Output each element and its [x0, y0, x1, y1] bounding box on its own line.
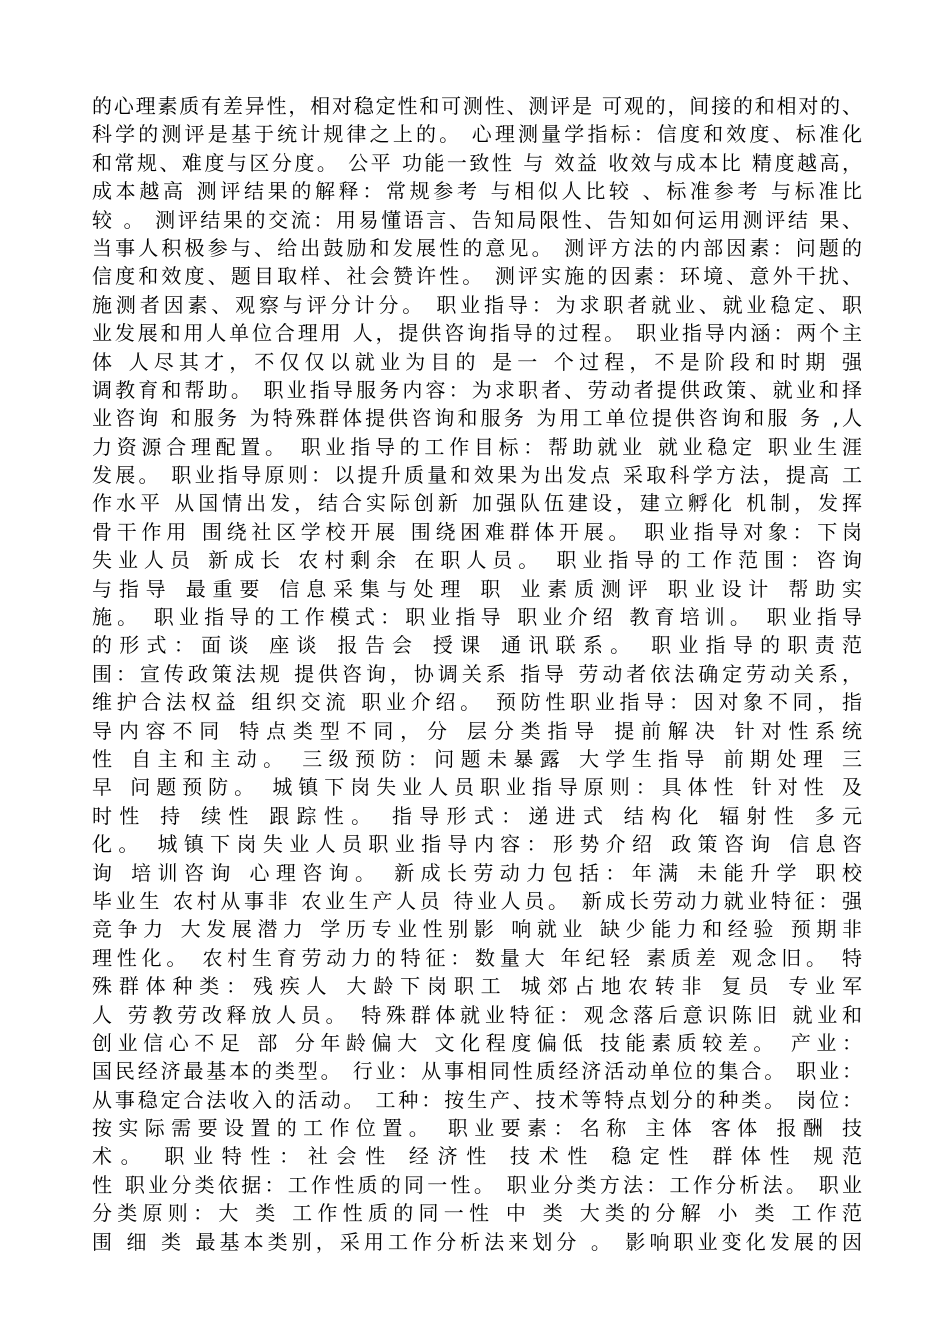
text-line: 时性 持 续性 跟踪性。 指导形式：递进式 结构化 辐射性 多元 — [92, 803, 862, 828]
text-line: 科学的测评是基于统计规律之上的。 心理测量学指标：信度和效度、标准化 — [92, 122, 862, 147]
text-line: 业咨询 和服务 为特殊群体提供咨询和服务 为用工单位提供咨询和服 务 ,人 — [92, 406, 862, 431]
text-line: 成本越高 测评结果的解释：常规参考 与相似人比较 、标准参考 与标准比 — [92, 179, 862, 204]
text-line: 创业信心不足 部 分年龄偏大 文化程度偏低 技能素质较差。 产业： — [92, 1030, 862, 1055]
text-line: 早 问题预防。 城镇下岗失业人员职业指导原则：具体性 针对性 及 — [92, 775, 862, 800]
text-line: 化。 城镇下岗失业人员职业指导内容：形势介绍 政策咨询 信息咨 — [92, 832, 862, 857]
text-line: 的形式：面谈 座谈 报告会 授课 通讯联系。 职业指导的职责范 — [92, 633, 862, 658]
text-line: 性 自主和主动。 三级预防：问题未暴露 大学生指导 前期处理 三 — [92, 746, 862, 771]
text-line: 殊群体种类：残疾人 大龄下岗职工 城郊占地农转非 复员 专业军 — [92, 974, 862, 999]
text-line: 施。 职业指导的工作模式：职业指导 职业介绍 教育培训。 职业指导 — [92, 605, 862, 630]
text-line: 调教育和帮助。 职业指导服务内容：为求职者、劳动者提供政策、就业和择 — [92, 377, 862, 402]
text-line: 力资源合理配置。 职业指导的工作目标：帮助就业 就业稳定 职业生涯 — [92, 434, 862, 459]
text-line: 导内容不同 特点类型不同，分 层分类指导 提前解决 针对性系统 — [92, 718, 862, 743]
text-line: 理性化。 农村生育劳动力的特征：数量大 年纪轻 素质差 观念旧。 特 — [92, 945, 862, 970]
text-line: 业发展和用人单位合理用 人，提供咨询指导的过程。 职业指导内涵：两个主 — [92, 321, 862, 346]
text-line: 从事稳定合法收入的活动。 工种：按生产、技术等特点划分的种类。 岗位： — [92, 1087, 862, 1112]
text-line: 信度和效度、题目取样、社会赞许性。 测评实施的因素：环境、意外干扰、 — [92, 264, 862, 289]
text-line: 围：宣传政策法规 提供咨询，协调关系 指导 劳动者依法确定劳动关系， — [92, 661, 862, 686]
text-line: 国民经济最基本的类型。 行业：从事相同性质经济活动单位的集合。 职业： — [92, 1059, 862, 1084]
text-line: 围 细 类 最基本类别，采用工作分析法来划分 。 影响职业变化发展的因 — [92, 1229, 862, 1254]
text-line: 毕业生 农村从事非 农业生产人员 待业人员。 新成长劳动力就业特征：强 — [92, 888, 862, 913]
text-line: 当事人积极参与、给出鼓励和发展性的意见。 测评方法的内部因素：问题的 — [92, 235, 862, 260]
text-line: 术。 职业特性：社会性 经济性 技术性 稳定性 群体性 规范 — [92, 1144, 862, 1169]
text-line: 作水平 从国情出发，结合实际创新 加强队伍建设，建立孵化 机制，发挥 — [92, 491, 862, 516]
text-line: 骨干作用 围绕社区学校开展 围绕困难群体开展。 职业指导对象：下岗 — [92, 519, 862, 544]
text-line: 按实际需要设置的工作位置。 职业要素：名称 主体 客体 报酬 技 — [92, 1116, 862, 1141]
text-line: 和常规、难度与区分度。 公平 功能一致性 与 效益 收效与成本比 精度越高， — [92, 150, 862, 175]
text-line: 的心理素质有差异性，相对稳定性和可测性、测评是 可观的，间接的和相对的、 — [92, 94, 862, 118]
text-line: 体 人尽其才，不仅仅以就业为目的 是一 个过程，不是阶段和时期 强 — [92, 349, 862, 374]
text-line: 发展。 职业指导原则：以提升质量和效果为出发点 采取科学方法，提高 工 — [92, 463, 862, 488]
text-line: 较 。 测评结果的交流：用易懂语言、告知局限性、告知如何运用测评结 果、 — [92, 207, 862, 232]
text-line: 人 劳教劳改释放人员。 特殊群体就业特征：观念落后意识陈旧 就业和 — [92, 1002, 862, 1027]
text-line: 维护合法权益 组织交流 职业介绍。 预防性职业指导：因对象不同，指 — [92, 690, 862, 715]
text-line: 分类原则：大 类 工作性质的同一性 中 类 大类的分解 小 类 工作范 — [92, 1201, 862, 1226]
text-line: 失业人员 新成长 农村剩余 在职人员。 职业指导的工作范围：咨询 — [92, 548, 862, 573]
text-line: 询 培训咨询 心理咨询。 新成长劳动力包括：年满 未能升学 职校 — [92, 860, 862, 885]
text-line: 竞争力 大发展潜力 学历专业性别影 响就业 缺少能力和经验 预期非 — [92, 917, 862, 942]
text-line: 与指导 最重要 信息采集与处理 职 业素质测评 职业设计 帮助实 — [92, 576, 862, 601]
text-line: 性 职业分类依据：工作性质的同一性。 职业分类方法：工作分析法。 职业 — [92, 1172, 862, 1197]
body-text — [92, 92, 862, 1256]
text-line: 施测者因素、观察与评分计分。 职业指导：为求职者就业、就业稳定、职 — [92, 292, 862, 317]
